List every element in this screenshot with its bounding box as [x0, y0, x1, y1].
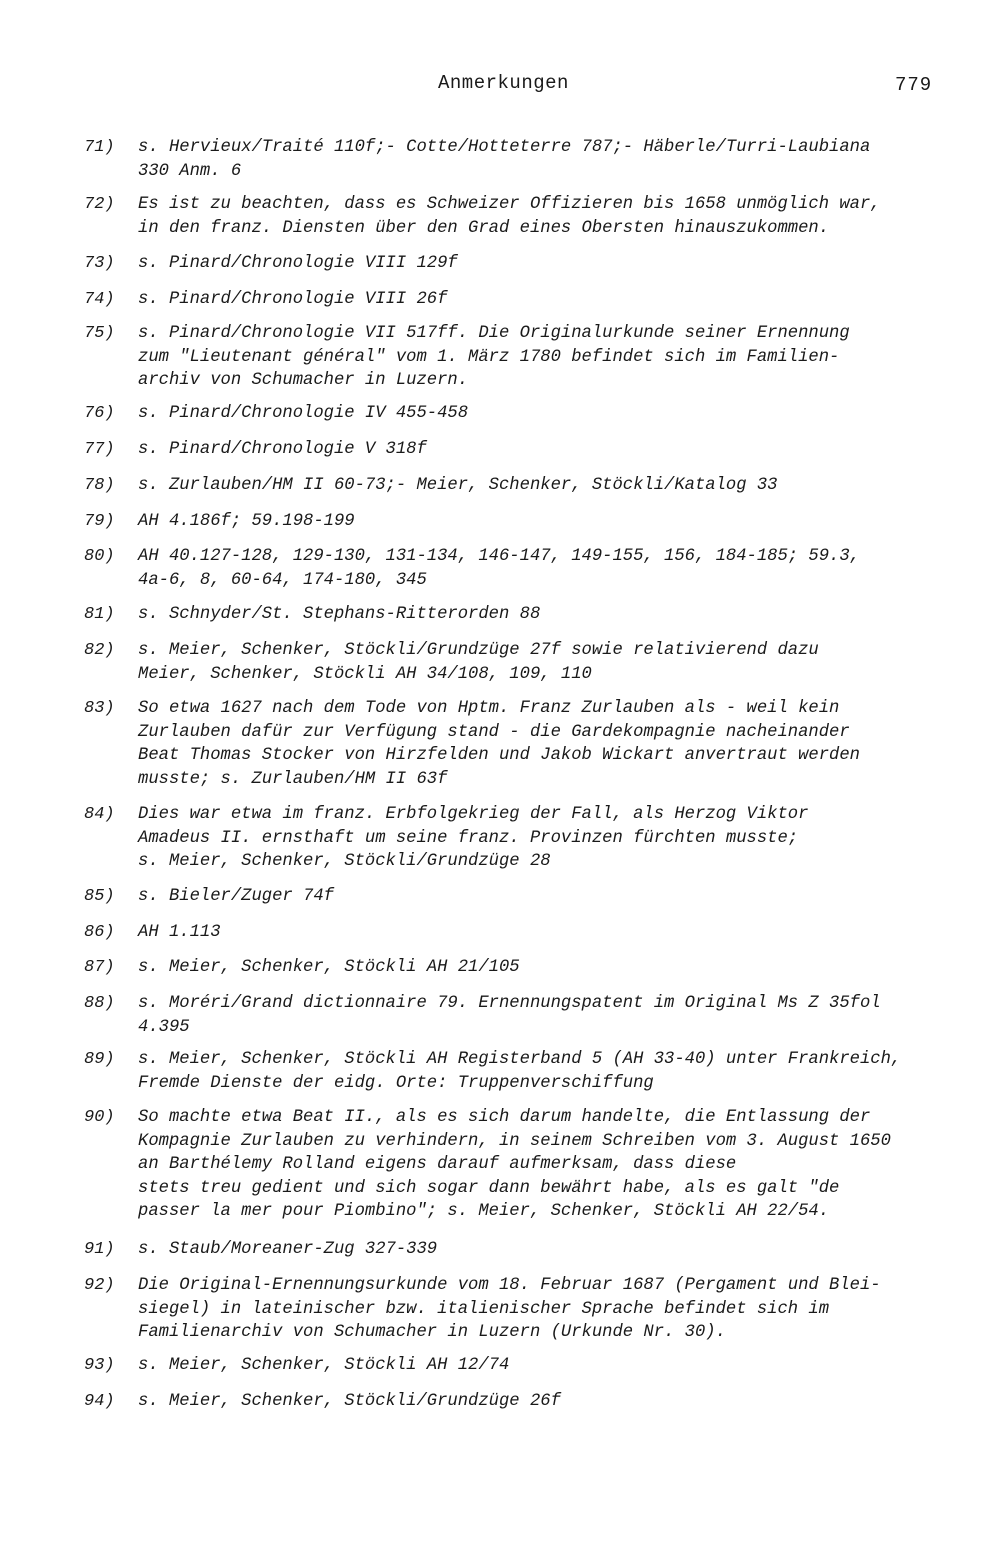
- endnote-number: 93): [84, 1356, 115, 1375]
- endnote-line: an Barthélemy Rolland eigens darauf aufmerksam, dass diese: [138, 1155, 737, 1174]
- endnote-number: 81): [84, 605, 115, 624]
- endnote-line: Kompagnie Zurlauben zu verhindern, in seinem Schreiben vom 3. August 1650: [138, 1131, 891, 1151]
- endnote-line: 4.395: [138, 1017, 190, 1037]
- endnote-text: [138, 697, 973, 791]
- endnote-text: [138, 545, 973, 592]
- endnote-line: Meier, Schenker, Stöckli AH 34/108, 109, 110: [138, 664, 592, 684]
- endnote-number: 82): [84, 641, 115, 660]
- endnote-line: passer la mer pour Piombino"; s. Meier, Schenker, Stöckli AH 22/54.: [138, 1202, 830, 1221]
- endnote-line: s. Pinard/Chronologie VII 517ff. Die Originalurkunde seiner Ernennung: [138, 324, 850, 343]
- endnote-line: s. Meier, Schenker, Stöckli AH 21/105: [138, 958, 520, 977]
- endnote-line: s. Meier, Schenker, Stöckli/Grundzüge 26f: [138, 1392, 561, 1411]
- endnote-line: So etwa 1627 nach dem Tode von Hptm. Franz Zurlauben als - weil kein: [138, 699, 840, 718]
- endnote-number: 94): [84, 1392, 115, 1411]
- endnote-line: Beat Thomas Stocker von Hirzfelden und Jakob Wickart anvertraut werden: [138, 746, 860, 765]
- endnote-number: 87): [84, 958, 115, 977]
- endnote-number: 88): [84, 994, 115, 1013]
- endnote-line: s. Zurlauben/HM II 60-73;- Meier, Schenker, Stöckli/Katalog 33: [138, 476, 778, 495]
- endnote-line: Es ist zu beachten, dass es Schweizer Offizieren bis 1658 unmöglich war,: [138, 195, 881, 214]
- endnote-line: musste; s. Zurlauben/HM II 63f: [138, 769, 448, 789]
- endnote-line: AH 40.127-128, 129-130, 131-134, 146-147, 149-155, 156, 184-185; 59.3,: [138, 547, 860, 566]
- endnote-number: 86): [84, 923, 115, 942]
- endnote-text: [138, 1390, 973, 1414]
- endnote-line: Zurlauben dafür zur Verfügung stand - die Gardekompagnie nacheinander: [138, 722, 850, 742]
- endnote-text: [138, 1238, 973, 1262]
- endnote-line: Amadeus II. ernsthaft um seine franz. Provinzen fürchten musste;: [138, 828, 799, 848]
- endnote-text: [138, 603, 973, 627]
- endnote-text: [138, 956, 973, 980]
- endnote-line: s. Schnyder/St. Stephans-Ritterorden 88: [138, 605, 541, 624]
- endnote-line: 330 Anm. 6: [138, 161, 242, 181]
- endnote-text: [138, 885, 973, 909]
- endnote-number: 83): [84, 699, 115, 718]
- endnote-number: 77): [84, 440, 115, 459]
- endnote-number: 76): [84, 404, 115, 423]
- endnote-number: 71): [84, 138, 115, 157]
- endnote-line: Familienarchiv von Schumacher in Luzern (Urkunde Nr. 30).: [138, 1323, 726, 1342]
- endnote-line: s. Pinard/Chronologie V 318f: [138, 440, 427, 459]
- endnote-text: [138, 136, 973, 183]
- endnote-text: [138, 992, 973, 1039]
- endnote-line: archiv von Schumacher in Luzern.: [138, 371, 469, 390]
- endnote-line: in den franz. Diensten über den Grad eines Obersten hinauszukommen.: [138, 218, 830, 238]
- endnote-line: s. Meier, Schenker, Stöckli AH Registerband 5 (AH 33-40) unter Frankreich,: [138, 1050, 902, 1069]
- endnote-number: 84): [84, 805, 115, 824]
- endnote-text: [138, 322, 973, 393]
- endnote-line: Die Original-Ernennungsurkunde vom 18. Februar 1687 (Pergament und Blei-: [138, 1276, 881, 1295]
- endnote-line: AH 1.113: [138, 923, 221, 942]
- endnote-text: [138, 510, 973, 534]
- endnote-line: s. Bieler/Zuger 74f: [138, 887, 334, 906]
- endnote-line: s. Pinard/Chronologie VIII 129f: [138, 254, 458, 273]
- endnote-number: 72): [84, 195, 115, 214]
- endnote-number: 74): [84, 290, 115, 309]
- endnote-text: [138, 193, 973, 240]
- endnote-text: [138, 921, 973, 945]
- endnote-number: 78): [84, 476, 115, 495]
- endnote-line: s. Moréri/Grand dictionnaire 79. Ernennungspatent im Original Ms Z 35fol: [138, 994, 881, 1013]
- endnote-line: AH 4.186f; 59.198-199: [138, 512, 355, 531]
- endnote-text: [138, 474, 973, 498]
- endnote-line: s. Meier, Schenker, Stöckli AH 12/74: [138, 1356, 510, 1375]
- endnote-line: Fremde Dienste der eidg. Orte: Truppenverschiffung: [138, 1073, 654, 1093]
- endnote-line: So machte etwa Beat II., als es sich darum handelte, die Entlassung der: [138, 1108, 871, 1127]
- endnote-text: [138, 1106, 973, 1224]
- endnote-line: zum "Lieutenant général" vom 1. März 1780 befindet sich im Familien-: [138, 347, 840, 367]
- endnote-line: siegel) in lateinischer bzw. italienischer Sprache befindet sich im: [138, 1299, 830, 1319]
- endnote-number: 79): [84, 512, 115, 531]
- endnote-number: 85): [84, 887, 115, 906]
- endnote-number: 75): [84, 324, 115, 343]
- endnote-line: stets treu gedient und sich sogar dann bewährt habe, als es galt "de: [138, 1178, 840, 1198]
- endnote-number: 89): [84, 1050, 115, 1069]
- running-title: Anmerkungen: [438, 72, 569, 94]
- endnote-text: [138, 1274, 973, 1345]
- endnote-text: [138, 438, 973, 462]
- endnote-line: s. Hervieux/Traité 110f;- Cotte/Hotteterre 787;- Häberle/Turri-Laubiana: [138, 138, 871, 157]
- endnote-line: 4a-6, 8, 60-64, 174-180, 345: [138, 570, 427, 590]
- endnote-number: 92): [84, 1276, 115, 1295]
- endnote-text: [138, 1048, 973, 1095]
- endnote-text: [138, 288, 973, 312]
- endnote-number: 80): [84, 547, 115, 566]
- endnote-line: s. Staub/Moreaner-Zug 327-339: [138, 1240, 438, 1259]
- endnote-text: [138, 639, 973, 686]
- endnote-text: [138, 803, 973, 874]
- endnote-line: Dies war etwa im franz. Erbfolgekrieg der Fall, als Herzog Viktor: [138, 805, 809, 824]
- endnote-number: 90): [84, 1108, 115, 1127]
- endnote-text: [138, 1354, 973, 1378]
- endnote-line: s. Pinard/Chronologie IV 455-458: [138, 404, 469, 423]
- endnote-number: 91): [84, 1240, 115, 1259]
- endnote-text: [138, 252, 973, 276]
- endnote-line: s. Meier, Schenker, Stöckli/Grundzüge 28: [138, 852, 551, 871]
- page-number: 779: [895, 74, 933, 96]
- endnote-line: s. Meier, Schenker, Stöckli/Grundzüge 27f sowie relativierend dazu: [138, 641, 819, 660]
- endnote-line: s. Pinard/Chronologie VIII 26f: [138, 290, 448, 309]
- endnote-text: [138, 402, 973, 426]
- endnote-number: 73): [84, 254, 115, 273]
